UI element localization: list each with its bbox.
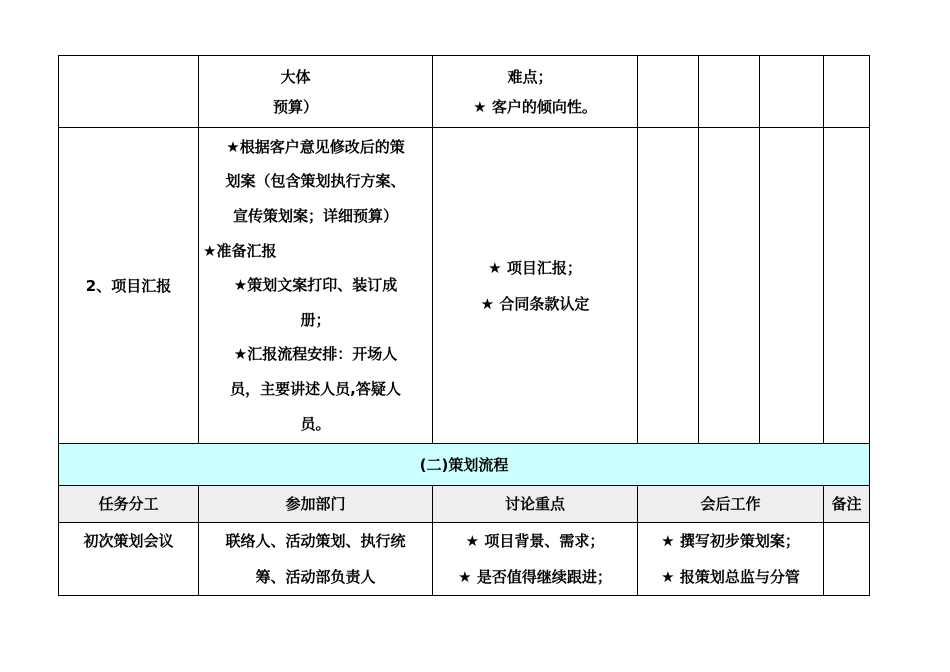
notes-cell (824, 523, 870, 596)
text-line: 难点； (507, 67, 553, 86)
followup-cell (638, 523, 824, 596)
header-row (59, 486, 870, 523)
table-row (59, 56, 870, 128)
discussion-cell (433, 56, 638, 128)
text-line: ★ 客户的倾向性。 (473, 97, 597, 116)
departments-cell (199, 56, 433, 128)
task-cell (59, 56, 199, 128)
text-line: 筹、活动部负责人 (255, 568, 376, 586)
header-discussion: 讨论重点 (433, 486, 638, 523)
departments-cell (199, 128, 433, 444)
header-task: 任务分工 (59, 486, 199, 523)
table-row (59, 523, 870, 596)
departments-cell (199, 523, 433, 596)
text-line: ★ 项目汇报； (488, 258, 582, 277)
text-line: 员，主要讲述人员,答疑人 (230, 379, 401, 398)
header-departments: 参加部门 (199, 486, 433, 523)
table-row (59, 128, 870, 444)
text-line: ★ 项目背景、需求； (465, 532, 605, 550)
discussion-cell (433, 523, 638, 596)
text-line: 宣传策划案；详细预算） (232, 207, 398, 226)
text-line: ★策划文案打印、装订成 (233, 276, 398, 295)
text-line: ★ 是否值得继续跟进； (458, 568, 612, 586)
text-line: 预算） (272, 97, 318, 116)
task-cell: 初次策划会议 (59, 523, 199, 596)
text-line: ★ 报策划总监与分管 (661, 568, 800, 586)
text-line: ★根据客户意见修改后的策 (226, 137, 405, 156)
section-row (59, 444, 870, 486)
plan-table (58, 55, 870, 596)
task-cell: 2、项目汇报 (59, 128, 199, 444)
text-line: ★汇报流程安排：开场人 (233, 345, 398, 364)
text-line: ★ 合同条款认定 (480, 294, 590, 313)
text-line: ★ 撰写初步策划案； (661, 532, 800, 550)
section-title: (二)策划流程 (59, 444, 870, 486)
text-line: 划案（包含策划执行方案、 (225, 172, 406, 191)
text-line: ★准备汇报 (203, 241, 277, 260)
text-line: 员。 (300, 414, 331, 433)
text-line: 大体 (280, 67, 311, 86)
discussion-cell (433, 128, 638, 444)
header-notes: 备注 (824, 486, 870, 523)
header-followup: 会后工作 (638, 486, 824, 523)
text-line: 联络人、活动策划、执行统 (225, 532, 406, 550)
text-line: 册； (300, 310, 331, 329)
